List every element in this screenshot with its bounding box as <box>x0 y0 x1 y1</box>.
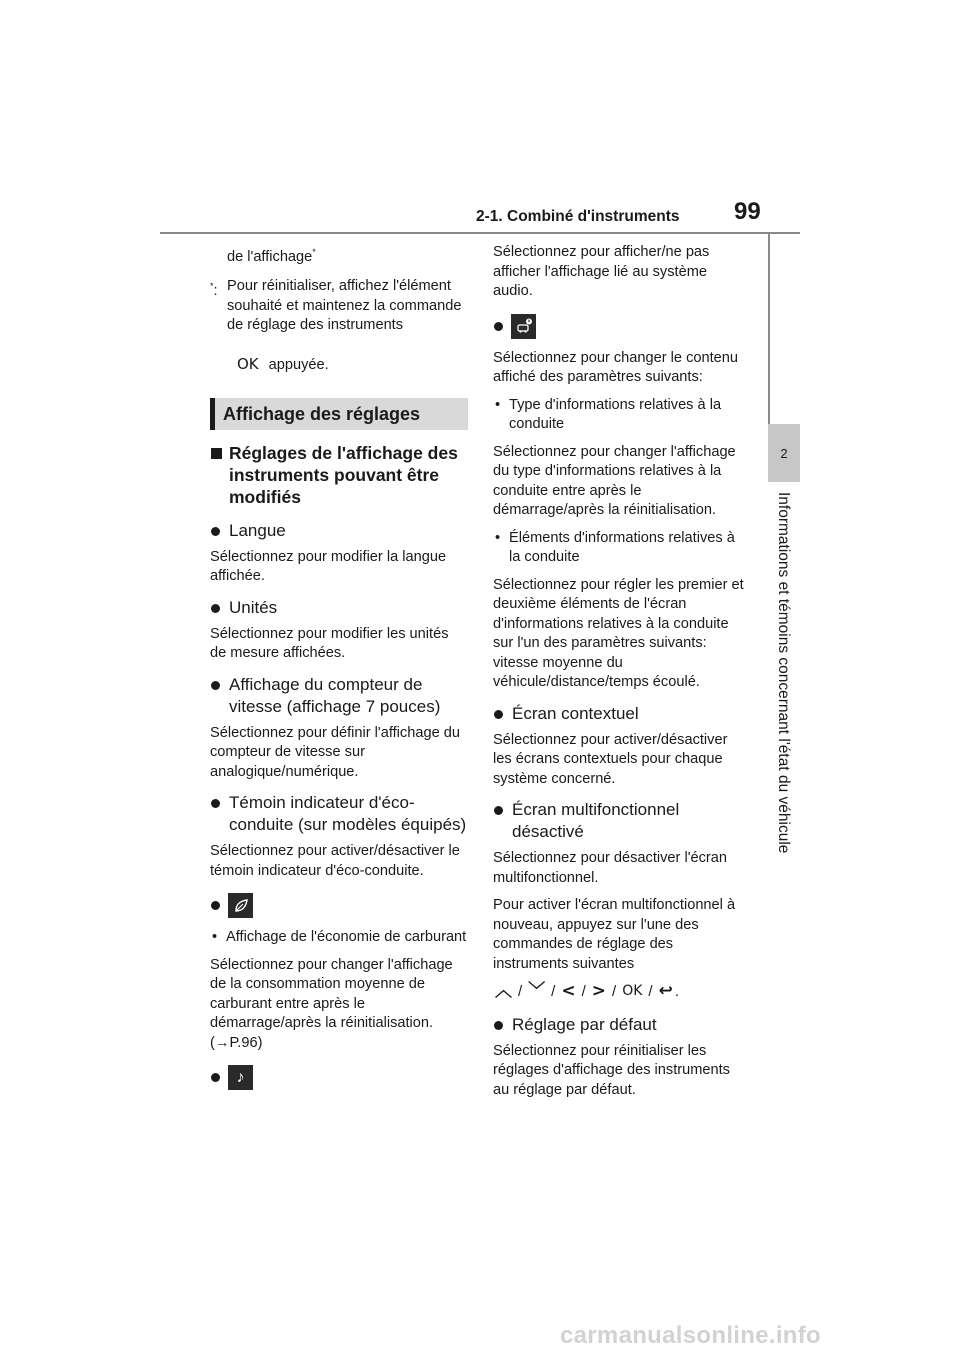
item-heading: Témoin indicateur d'éco-conduite (sur modèles équipés) <box>210 792 468 836</box>
chapter-tab <box>768 424 800 482</box>
header-rule <box>160 232 800 234</box>
right-column <box>493 243 745 1108</box>
item-icon-heading <box>210 893 468 918</box>
item-description: Sélectionnez pour régler les premier et deuxième éléments de l'écran d'informations relatives à la conduite sur l'un des paramètres suivants: vitesse moyenne du véhicule/distance/temps écoulé. <box>493 576 744 690</box>
bullet-icon <box>211 1073 220 1082</box>
item-description: Sélectionnez pour changer le contenu affiché des paramètres suivants: <box>493 349 739 385</box>
footnote-mark: *: <box>210 281 218 300</box>
control-keys: ︿ / ﹀ / < / > / OK / ↩ . <box>495 981 679 1001</box>
square-bullet-icon <box>211 448 222 459</box>
bullet-icon <box>494 1021 503 1030</box>
right-arrow-icon: > <box>591 981 607 1001</box>
footnote <box>210 277 468 376</box>
bullet-icon <box>211 901 220 910</box>
section-header: 2-1. Combiné d'instruments <box>476 208 680 225</box>
down-arrow-icon: ﹀ <box>528 981 546 1001</box>
item-heading: Écran multifonctionnel désactivé <box>493 799 745 843</box>
up-arrow-icon: ︿ <box>495 981 512 1001</box>
item-heading: Écran contextuel <box>493 703 745 725</box>
leaf-icon <box>228 893 253 918</box>
item-description: Sélectionnez pour changer l'affichage du type d'informations relatives à la conduite entre après le démarrage/après la réinitialisation. <box>493 443 736 518</box>
item-description: Sélectionnez pour désactiver l'écran multifonctionnel. <box>493 850 727 886</box>
item-icon-heading <box>493 314 745 339</box>
driving-info-icon <box>511 314 536 339</box>
subheading: Réglages de l'affichage des instruments pouvant être modifiés <box>210 442 468 508</box>
left-column <box>210 243 468 1100</box>
item-heading: Affichage du compteur de vitesse (affichage 7 pouces) <box>210 674 468 718</box>
bullet-icon <box>211 527 220 536</box>
item-description: Sélectionnez pour afficher/ne pas afficher l'affichage lié au système audio. <box>493 244 710 299</box>
item-heading: Réglage par défaut <box>493 1014 745 1036</box>
page-number: 99 <box>734 198 761 225</box>
ok-button-symbol: OK <box>622 983 643 999</box>
item-heading: Langue <box>210 520 468 542</box>
item-description: Sélectionnez pour changer l'affichage de la consommation moyenne de carburant entre après le démarrage/après la réinitialisation. (→P.96) <box>210 956 453 1051</box>
chapter-rule <box>768 234 770 424</box>
bullet-icon <box>494 322 503 331</box>
chapter-number: 2 <box>780 445 788 461</box>
item-description: Sélectionnez pour activer/désactiver le témoin indicateur d'éco-conduite. <box>210 843 460 879</box>
sub-item: • Type d'informations relatives à la conduite <box>495 396 722 432</box>
back-arrow-icon: ↩ <box>658 981 673 1001</box>
item-description: Sélectionnez pour activer/désactiver les écrans contextuels pour chaque système concerné. <box>493 731 728 787</box>
bullet-icon <box>494 806 503 815</box>
sub-item: • Affichage de l'économie de carburant <box>212 929 467 946</box>
item-icon-heading <box>210 1065 468 1090</box>
item-description: Sélectionnez pour réinitialiser les réglages d'affichage des instruments au réglage par défaut. <box>493 1042 730 1098</box>
item-description: Sélectionnez pour modifier la langue affichée. <box>210 548 447 585</box>
item-description: Sélectionnez pour définir l'affichage du compteur de vitesse sur analogique/numérique. <box>210 724 460 780</box>
music-note-icon: ♪ <box>228 1065 253 1090</box>
section-title: Affichage des réglages <box>210 398 468 430</box>
watermark-link[interactable]: carmanualsonline.info <box>560 1322 822 1349</box>
item-heading: Unités <box>210 597 468 619</box>
ok-button-symbol: OK <box>237 355 259 374</box>
chapter-title: Informations et témoins concernant l'état du véhicule <box>775 492 792 854</box>
item-description: Pour activer l'écran multifonctionnel à nouveau, appuyez sur l'une des commandes de réglage des instruments suivantes <box>493 897 736 972</box>
sub-item: • Éléments d'informations relatives à la conduite <box>495 529 735 565</box>
bullet-icon <box>211 799 220 808</box>
bullet-icon <box>211 681 220 690</box>
bullet-icon <box>494 710 503 719</box>
bullet-icon <box>211 604 220 613</box>
left-arrow-icon: < <box>561 981 576 1001</box>
continuation-text: de l'affichage* <box>227 247 316 265</box>
footnote-text: Pour réinitialiser, affichez l'élément souhaité et maintenez la commande de réglage des instruments OK appuyée. <box>227 278 462 374</box>
item-description: Sélectionnez pour modifier les unités de mesure affichées. <box>210 625 449 662</box>
